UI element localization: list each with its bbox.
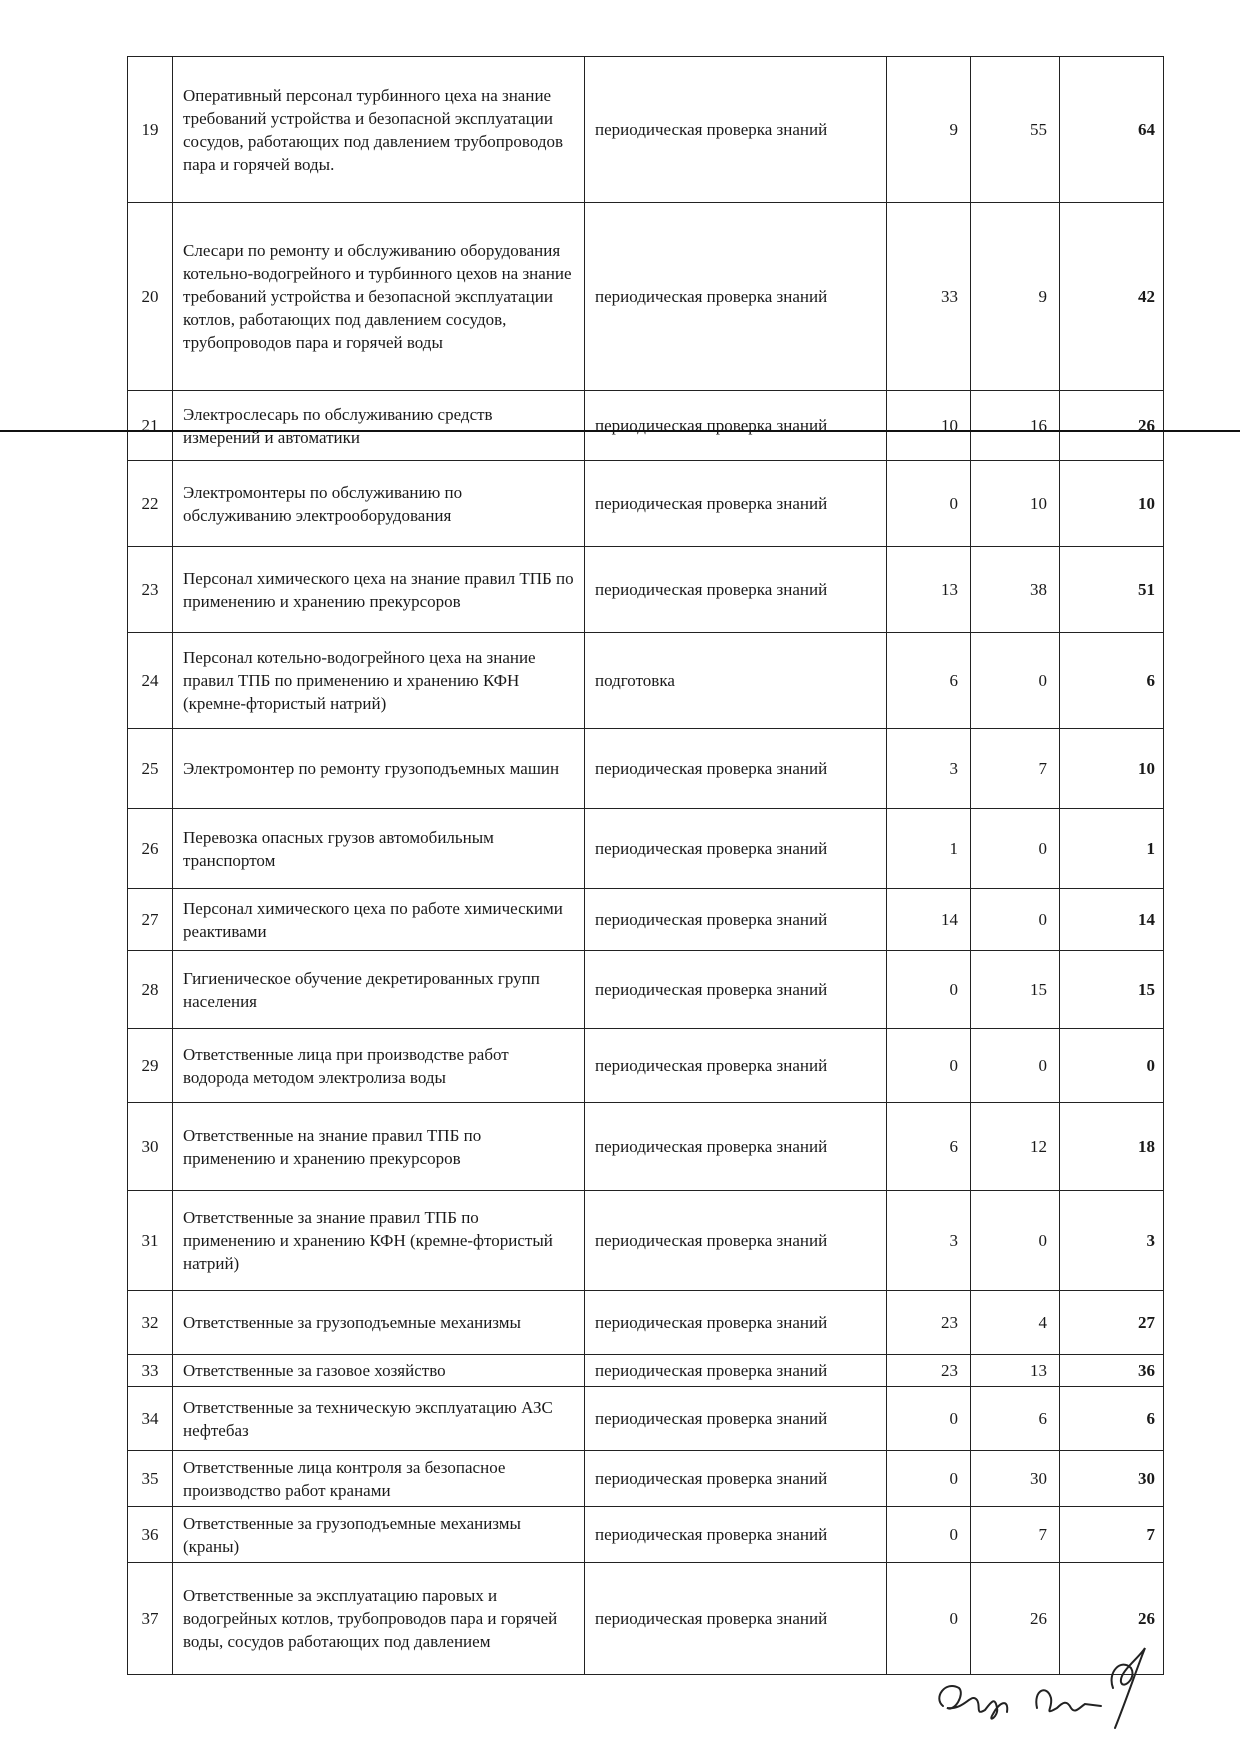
row-number: 31: [128, 1191, 173, 1291]
row-value-1: 0: [887, 1451, 971, 1507]
row-personnel-name: Ответственные за эксплуатацию паровых и водогрейных котлов, трубопроводов пара и горячей воды, сосудов работающих под давлением: [173, 1563, 585, 1675]
row-value-2: 9: [971, 203, 1060, 391]
row-training-type: периодическая проверка знаний: [585, 57, 887, 203]
row-value-1: 6: [887, 633, 971, 729]
row-number: 25: [128, 729, 173, 809]
row-training-type: периодическая проверка знаний: [585, 1563, 887, 1675]
row-value-1: 10: [887, 391, 971, 461]
table-row: [128, 1355, 1164, 1387]
row-number: 24: [128, 633, 173, 729]
row-number: 29: [128, 1029, 173, 1103]
row-value-2: 0: [971, 633, 1060, 729]
row-number: 28: [128, 951, 173, 1029]
row-total: 51: [1060, 547, 1164, 633]
row-training-type: периодическая проверка знаний: [585, 1191, 887, 1291]
row-value-2: 15: [971, 951, 1060, 1029]
row-value-1: 1: [887, 809, 971, 889]
row-value-2: 55: [971, 57, 1060, 203]
row-personnel-name: Персонал котельно-водогрейного цеха на знание правил ТПБ по применению и хранению КФН (кремне-фтористый натрий): [173, 633, 585, 729]
row-personnel-name: Электромонтеры по обслуживанию по обслуживанию электрооборудования: [173, 461, 585, 547]
row-value-2: 12: [971, 1103, 1060, 1191]
row-personnel-name: Ответственные лица при производстве работ водорода методом электролиза воды: [173, 1029, 585, 1103]
row-personnel-name: Ответственные за техническую эксплуатацию АЗС нефтебаз: [173, 1387, 585, 1451]
row-value-1: 23: [887, 1355, 971, 1387]
row-training-type: периодическая проверка знаний: [585, 1103, 887, 1191]
row-total: 26: [1060, 391, 1164, 461]
table-row: [128, 461, 1164, 547]
table-row: [128, 391, 1164, 461]
row-value-2: 16: [971, 391, 1060, 461]
row-value-2: 0: [971, 1191, 1060, 1291]
row-total: 7: [1060, 1507, 1164, 1563]
table-row: [128, 57, 1164, 203]
row-total: 30: [1060, 1451, 1164, 1507]
row-personnel-name: Гигиеническое обучение декретированных групп населения: [173, 951, 585, 1029]
table-row: [128, 1451, 1164, 1507]
row-value-1: 0: [887, 1029, 971, 1103]
row-personnel-name: Ответственные за грузоподъемные механизмы: [173, 1291, 585, 1355]
row-total: 27: [1060, 1291, 1164, 1355]
row-number: 36: [128, 1507, 173, 1563]
row-number: 26: [128, 809, 173, 889]
row-number: 21: [128, 391, 173, 461]
row-total: 26: [1060, 1563, 1164, 1675]
training-table-body: [128, 57, 1164, 1675]
row-value-1: 3: [887, 1191, 971, 1291]
row-value-2: 38: [971, 547, 1060, 633]
table-row: [128, 951, 1164, 1029]
row-value-1: 0: [887, 1563, 971, 1675]
row-total: 14: [1060, 889, 1164, 951]
row-personnel-name: Электрослесарь по обслуживанию средств измерений и автоматики: [173, 391, 585, 461]
table-row: [128, 1191, 1164, 1291]
row-value-1: 0: [887, 1507, 971, 1563]
row-training-type: периодическая проверка знаний: [585, 1355, 887, 1387]
row-training-type: периодическая проверка знаний: [585, 1451, 887, 1507]
table-row: [128, 889, 1164, 951]
row-training-type: периодическая проверка знаний: [585, 1029, 887, 1103]
row-personnel-name: Электромонтер по ремонту грузоподъемных машин: [173, 729, 585, 809]
row-total: 6: [1060, 1387, 1164, 1451]
row-number: 23: [128, 547, 173, 633]
row-number: 34: [128, 1387, 173, 1451]
row-training-type: подготовка: [585, 633, 887, 729]
row-number: 37: [128, 1563, 173, 1675]
row-personnel-name: Ответственные за знание правил ТПБ по применению и хранению КФН (кремне-фтористый натрий): [173, 1191, 585, 1291]
row-value-1: 0: [887, 951, 971, 1029]
row-value-1: 9: [887, 57, 971, 203]
table-row: [128, 547, 1164, 633]
row-total: 6: [1060, 633, 1164, 729]
row-personnel-name: Ответственные лица контроля за безопасное производство работ кранами: [173, 1451, 585, 1507]
row-total: 36: [1060, 1355, 1164, 1387]
row-number: 19: [128, 57, 173, 203]
row-training-type: периодическая проверка знаний: [585, 951, 887, 1029]
row-value-1: 13: [887, 547, 971, 633]
row-training-type: периодическая проверка знаний: [585, 547, 887, 633]
table-row: [128, 633, 1164, 729]
table-row: [128, 1387, 1164, 1451]
row-training-type: периодическая проверка знаний: [585, 889, 887, 951]
row-total: 10: [1060, 461, 1164, 547]
table-row: [128, 203, 1164, 391]
row-training-type: периодическая проверка знаний: [585, 1507, 887, 1563]
row-value-2: 7: [971, 729, 1060, 809]
row-total: 1: [1060, 809, 1164, 889]
row-training-type: периодическая проверка знаний: [585, 203, 887, 391]
row-total: 0: [1060, 1029, 1164, 1103]
row-number: 22: [128, 461, 173, 547]
row-personnel-name: Персонал химического цеха на знание правил ТПБ по применению и хранению прекурсоров: [173, 547, 585, 633]
signature-image: [925, 1628, 1165, 1738]
row-total: 3: [1060, 1191, 1164, 1291]
row-personnel-name: Ответственные на знание правил ТПБ по применению и хранению прекурсоров: [173, 1103, 585, 1191]
row-training-type: периодическая проверка знаний: [585, 1387, 887, 1451]
row-training-type: периодическая проверка знаний: [585, 461, 887, 547]
table-row: [128, 1291, 1164, 1355]
table-row: [128, 1103, 1164, 1191]
row-personnel-name: Персонал химического цеха по работе химическими реактивами: [173, 889, 585, 951]
row-value-1: 23: [887, 1291, 971, 1355]
row-total: 15: [1060, 951, 1164, 1029]
row-value-2: 0: [971, 889, 1060, 951]
row-number: 20: [128, 203, 173, 391]
row-training-type: периодическая проверка знаний: [585, 809, 887, 889]
row-total: 42: [1060, 203, 1164, 391]
row-value-1: 33: [887, 203, 971, 391]
row-personnel-name: Слесари по ремонту и обслуживанию оборудования котельно-водогрейного и турбинного цехов на знание требований устройства и безопасной эксплуатации котлов, работающих под давлением сосудов, трубопроводов пара и горячей воды: [173, 203, 585, 391]
row-value-1: 14: [887, 889, 971, 951]
row-value-1: 6: [887, 1103, 971, 1191]
row-value-1: 0: [887, 1387, 971, 1451]
row-value-2: 30: [971, 1451, 1060, 1507]
row-value-1: 0: [887, 461, 971, 547]
row-value-2: 4: [971, 1291, 1060, 1355]
row-value-2: 13: [971, 1355, 1060, 1387]
row-number: 33: [128, 1355, 173, 1387]
row-value-2: 26: [971, 1563, 1060, 1675]
row-value-1: 3: [887, 729, 971, 809]
row-number: 30: [128, 1103, 173, 1191]
row-total: 18: [1060, 1103, 1164, 1191]
row-personnel-name: Оперативный персонал турбинного цеха на знание требований устройства и безопасной эксплуатации сосудов, работающих под давлением трубопроводов пара и горячей воды.: [173, 57, 585, 203]
row-value-2: 10: [971, 461, 1060, 547]
training-table: [127, 56, 1164, 1675]
row-number: 27: [128, 889, 173, 951]
strikethrough-line: [0, 430, 1240, 432]
row-training-type: периодическая проверка знаний: [585, 1291, 887, 1355]
table-row: [128, 1029, 1164, 1103]
row-value-2: 0: [971, 1029, 1060, 1103]
row-training-type: периодическая проверка знаний: [585, 729, 887, 809]
row-personnel-name: Ответственные за газовое хозяйство: [173, 1355, 585, 1387]
row-personnel-name: Ответственные за грузоподъемные механизмы (краны): [173, 1507, 585, 1563]
row-total: 10: [1060, 729, 1164, 809]
row-number: 32: [128, 1291, 173, 1355]
row-total: 64: [1060, 57, 1164, 203]
row-number: 35: [128, 1451, 173, 1507]
row-training-type: периодическая проверка знаний: [585, 391, 887, 461]
table-row: [128, 1507, 1164, 1563]
row-personnel-name: Перевозка опасных грузов автомобильным транспортом: [173, 809, 585, 889]
table-row: [128, 729, 1164, 809]
table-row: [128, 809, 1164, 889]
row-value-2: 6: [971, 1387, 1060, 1451]
row-value-2: 0: [971, 809, 1060, 889]
row-value-2: 7: [971, 1507, 1060, 1563]
